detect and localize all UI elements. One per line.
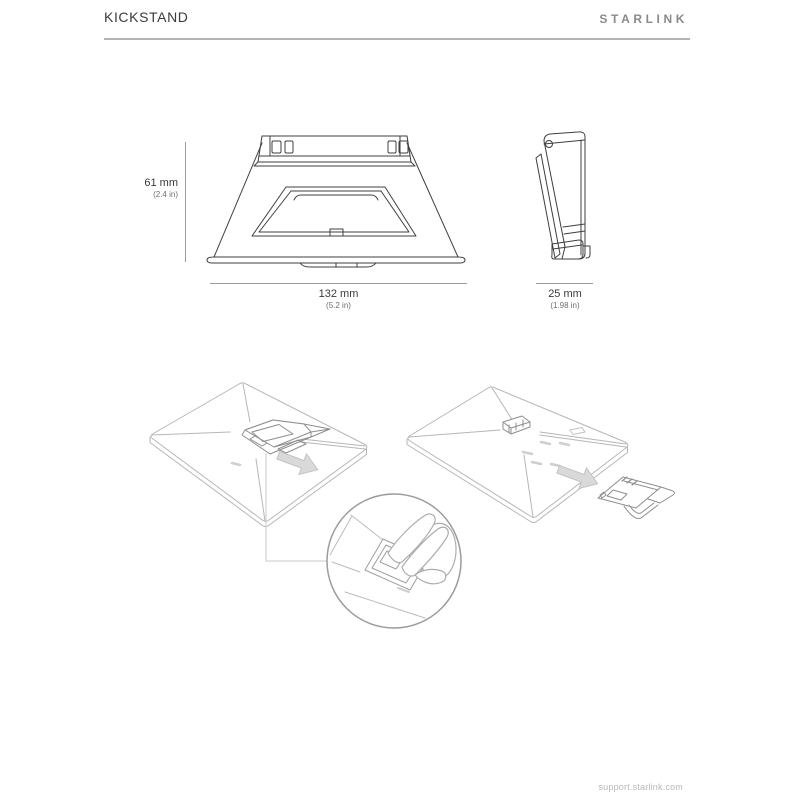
dim-depth-imperial: (1.98 in) (550, 301, 580, 310)
mounted-kickstand-drawing (242, 420, 330, 454)
remove-direction-arrow (554, 459, 601, 494)
step-remove-illustration (407, 387, 628, 523)
dim-height-imperial: (2.4 in) (153, 190, 178, 199)
step-insert-illustration (150, 383, 367, 527)
kickstand-side-view-drawing (532, 127, 604, 275)
dim-height-metric: 61 mm (144, 177, 178, 189)
dim-depth-metric: 25 mm (548, 288, 582, 300)
page-title: KICKSTAND (104, 9, 189, 25)
installation-illustrations (130, 375, 700, 645)
dim-depth-line (536, 283, 593, 284)
dim-width-metric: 132 mm (318, 288, 359, 300)
dim-depth-label (505, 288, 625, 311)
kickstand-front-view-drawing (204, 127, 468, 275)
detached-kickstand-drawing (598, 477, 675, 519)
dim-width-line (210, 283, 467, 284)
dim-width-imperial: (5.2 in) (326, 301, 351, 310)
mount-receptacle-drawing (503, 416, 530, 434)
dim-height-line (185, 142, 186, 262)
dim-height-label (104, 177, 178, 200)
dim-width-label (210, 288, 467, 311)
header-rule (104, 38, 690, 40)
detail-circle-inset (327, 494, 461, 628)
footer-support-url: support.starlink.com (598, 782, 683, 792)
brand-logo: STARLINK (599, 12, 688, 26)
